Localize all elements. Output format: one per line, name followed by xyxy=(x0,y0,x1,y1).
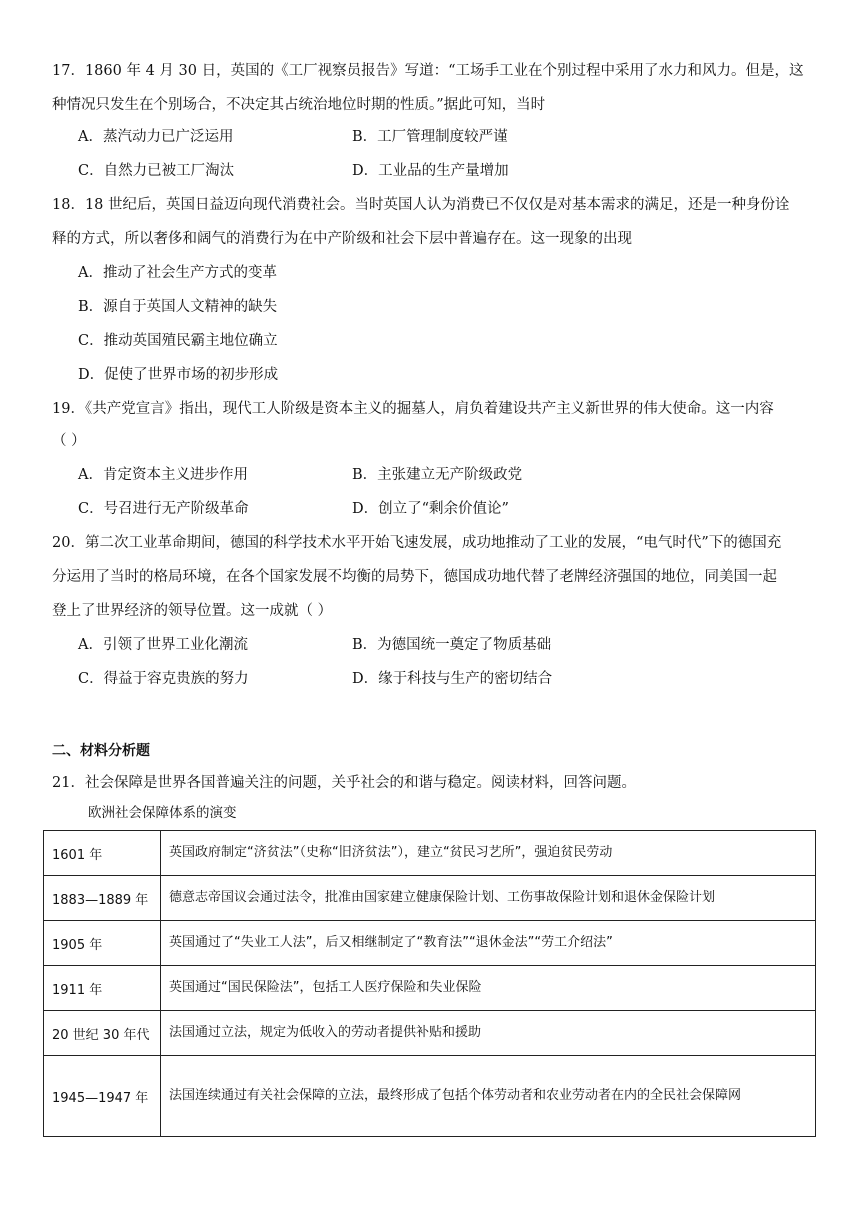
q20-stem-line-1: 20．第二次工业革命期间，德国的科学技术水平开始飞速发展，成功地推动了工业的发展，“电气时代”下的德国充 xyxy=(52,535,782,551)
q20-option-d[interactable]: D．缘于科技与生产的密切结合 xyxy=(352,671,553,687)
table-cell-year: 1905 年 xyxy=(44,921,161,966)
table-cell-year: 1883—1889 年 xyxy=(44,876,161,921)
q17-stem-line-1: 17．1860 年 4 月 30 日，英国的《工厂视察员报告》写道：“工场手工业在个别过程中采用了水力和风力。但是，这 xyxy=(52,63,804,79)
q18-stem-line-1: 18．18 世纪后，英国日益迈向现代消费社会。当时英国人认为消费已不仅仅是对基本需求的满足，还是一种身份诠 xyxy=(52,197,790,213)
q20-option-b[interactable]: B．为德国统一奠定了物质基础 xyxy=(352,637,552,653)
q19-stem-line-1: 19．《共产党宣言》指出，现代工人阶级是资本主义的掘墓人，肩负着建设共产主义新世界的伟大使命。这一内容 xyxy=(52,401,774,417)
q17-option-b[interactable]: B．工厂管理制度较严谨 xyxy=(352,129,508,145)
table-row xyxy=(44,921,816,966)
table-cell-desc: 德意志帝国议会通过法令，批准由国家建立健康保险计划、工伤事故保险计划和退休金保险计划 xyxy=(161,876,816,921)
q19-option-b[interactable]: B．主张建立无产阶级政党 xyxy=(352,467,523,483)
q19-stem-line-2: （ ） xyxy=(52,433,86,449)
table-cell-year: 1601 年 xyxy=(44,831,161,876)
q17-option-d[interactable]: D．工业品的生产量增加 xyxy=(352,163,509,179)
q20-stem-line-2: 分运用了当时的格局环境，在各个国家发展不均衡的局势下，德国成功地代替了老牌经济强国的地位，同美国一起 xyxy=(52,569,777,585)
table-row xyxy=(44,1011,816,1056)
table-cell-year: 20 世纪 30 年代 xyxy=(44,1011,161,1056)
table-row xyxy=(44,966,816,1011)
section-title: 二、材料分析题 xyxy=(52,743,150,759)
table-cell-year: 1911 年 xyxy=(44,966,161,1011)
q20-option-c[interactable]: C．得益于容克贵族的努力 xyxy=(78,671,249,687)
q18-option-b[interactable]: B．源自于英国人文精神的缺失 xyxy=(78,299,278,315)
table-cell-desc: 法国通过立法，规定为低收入的劳动者提供补贴和援助 xyxy=(161,1011,816,1056)
q17-option-c[interactable]: C．自然力已被工厂淘汰 xyxy=(78,163,235,179)
q20-stem-line-3: 登上了世界经济的领导位置。这一成就（ ） xyxy=(52,603,333,619)
q19-option-c[interactable]: C．号召进行无产阶级革命 xyxy=(78,501,249,517)
q19-option-d[interactable]: D．创立了“剩余价值论” xyxy=(352,501,509,517)
table-cell-year: 1945—1947 年 xyxy=(44,1056,161,1137)
table-row xyxy=(44,1056,816,1137)
q18-stem-line-2: 释的方式，所以奢侈和阔气的消费行为在中产阶级和社会下层中普遍存在。这一现象的出现 xyxy=(52,231,632,247)
q20-option-a[interactable]: A．引领了世界工业化潮流 xyxy=(78,637,248,653)
q21-stem: 21．社会保障是世界各国普遍关注的问题，关乎社会的和谐与稳定。阅读材料，回答问题。 xyxy=(52,775,636,791)
table-cell-desc: 英国政府制定“济贫法”（史称“旧济贫法”），建立“贫民习艺所”，强迫贫民劳动 xyxy=(161,831,816,876)
q18-option-d[interactable]: D．促使了世界市场的初步形成 xyxy=(78,367,279,383)
q19-option-a[interactable]: A．肯定资本主义进步作用 xyxy=(78,467,248,483)
table-cell-desc: 英国通过“国民保险法”，包括工人医疗保险和失业保险 xyxy=(161,966,816,1011)
table-row xyxy=(44,876,816,921)
table-cell-desc: 法国连续通过有关社会保障的立法，最终形成了包括个体劳动者和农业劳动者在内的全民社会保障网 xyxy=(161,1056,816,1137)
table-row xyxy=(44,831,816,876)
q18-option-c[interactable]: C．推动英国殖民霸主地位确立 xyxy=(78,333,278,349)
q17-stem-line-2: 种情况只发生在个别场合，不决定其占统治地位时期的性质。”据此可知，当时 xyxy=(52,97,546,113)
table-cell-desc: 英国通过了“失业工人法”，后又相继制定了“教育法”“退休金法”“劳工介绍法” xyxy=(161,921,816,966)
q17-option-a[interactable]: A．蒸汽动力已广泛运用 xyxy=(78,129,234,145)
q18-option-a[interactable]: A．推动了社会生产方式的变革 xyxy=(78,265,277,281)
table-caption: 欧洲社会保障体系的演变 xyxy=(88,805,237,821)
social-security-table xyxy=(43,830,816,1137)
